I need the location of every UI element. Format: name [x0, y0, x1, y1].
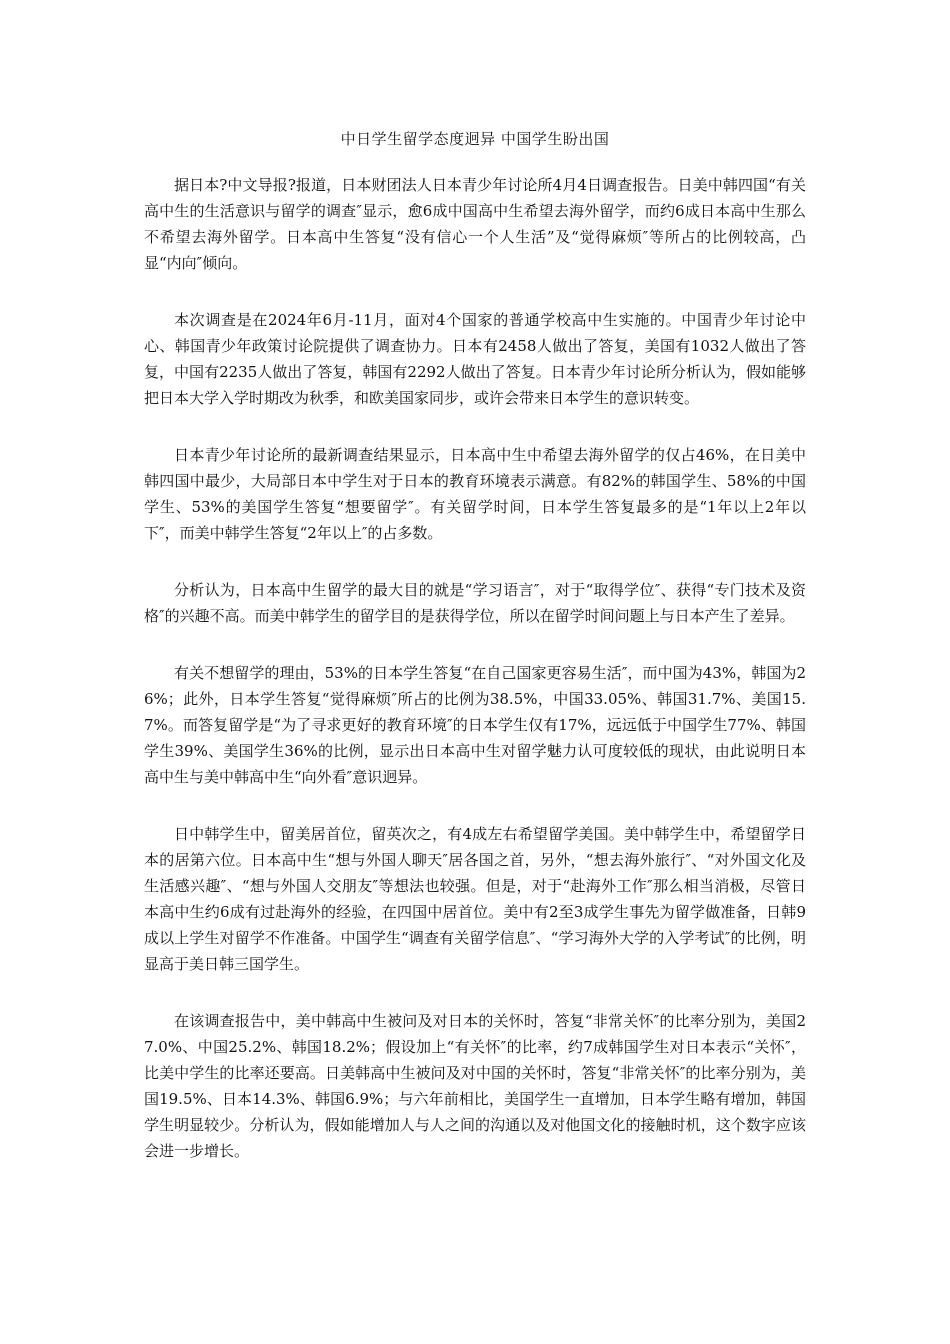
- paragraph-7: 在该调查报告中，美中韩高中生被问及对日本的关怀时，答复“非常关怀″的比率分别为，美国27.0%、中国25.2%、韩国18.2%；假设加上“有关怀″的比率，约7成韩国学生对日本表示“关怀″，比美中学生的比率还要高。日美韩高中生被问及对中国的关怀时，答复“非常关怀″的比率分别为，美国19.5%、日本14.3%、韩国6.9%；与六年前相比，美国学生一直增加，日本学生略有增加，韩国学生明显较少。分析认为，假如能增加人与人之间的沟通以及对他国文化的接触时机，这个数字应该会进一步增长。: [144, 1012, 806, 1160]
- paragraph-3: 日本青少年讨论所的最新调查结果显示，日本高中生中希望去海外留学的仅占46%，在日美中韩四国中最少，大局部日本中学生对于日本的教育环境表示满意。有82%的韩国学生、58%的中国学生、53%的美国学生答复“想要留学″。有关留学时间，日本学生答复最多的是“1年以上2年以下″，而美中韩学生答复“2年以上″的占多数。: [144, 446, 806, 542]
- paragraph-2: 本次调查是在2024年6月-11月，面对4个国家的普通学校高中生实施的。中国青少年讨论中心、韩国青少年政策讨论院提供了调查协力。日本有2458人做出了答复，美国有1032人做出了答复，中国有2235人做出了答复，韩国有2292人做出了答复。日本青少年讨论所分析认为，假如能够把日本大学入学时期改为秋季，和欧美国家同步，或许会带来日本学生的意识转变。: [144, 311, 806, 407]
- paragraph-6: 日中韩学生中，留美居首位，留英次之，有4成左右希望留学美国。美中韩学生中，希望留学日本的居第六位。日本高中生“想与外国人聊天″居各国之首，另外，“想去海外旅行″、“对外国文化及生活感兴趣″、“想与外国人交朋友″等想法也较强。但是，对于“赴海外工作″那么相当消极，尽管日本高中生约6成有过赴海外的经验，在四国中居首位。美中有2至3成学生事先为留学做准备，日韩9成以上学生对留学不作准备。中国学生“调查有关留学信息″、“学习海外大学的入学考试″的比例，明显高于美日韩三国学生。: [144, 825, 806, 973]
- paragraph-4: 分析认为，日本高中生留学的最大目的就是“学习语言″，对于“取得学位″、获得“专门技术及资格″的兴趣不高。而美中韩学生的留学目的是获得学位，所以在留学时间问题上与日本产生了差异。: [144, 581, 806, 625]
- document-body: [144, 172, 806, 1195]
- paragraph-1: 据日本?中文导报?报道，日本财团法人日本青少年讨论所4月4日调查报告。日美中韩四国“有关高中生的生活意识与留学的调查″显示，愈6成中国高中生希望去海外留学，而约6成日本高中生那么不希望去海外留学。日本高中生答复“没有信心一个人生活”及“觉得麻烦″等所占的比例较高，凸显“内向″倾向。: [144, 176, 806, 272]
- document-title: 中日学生留学态度迥异 中国学生盼出国: [340, 130, 610, 148]
- paragraph-5: 有关不想留学的理由，53%的日本学生答复“在自己国家更容易生活″，而中国为43%，韩国为26%；此外，日本学生答复“觉得麻烦″所占的比例为38.5%，中国33.05%、韩国31.7%、美国15.7%。而答复留学是“为了寻求更好的教育环境″的日本学生仅有17%，远远低于中国学生77%、韩国学生39%、美国学生36%的比例，显示出日本高中生对留学魅力认可度较低的现状，由此说明日本高中生与美中韩高中生“向外看″意识迥异。: [144, 664, 806, 786]
